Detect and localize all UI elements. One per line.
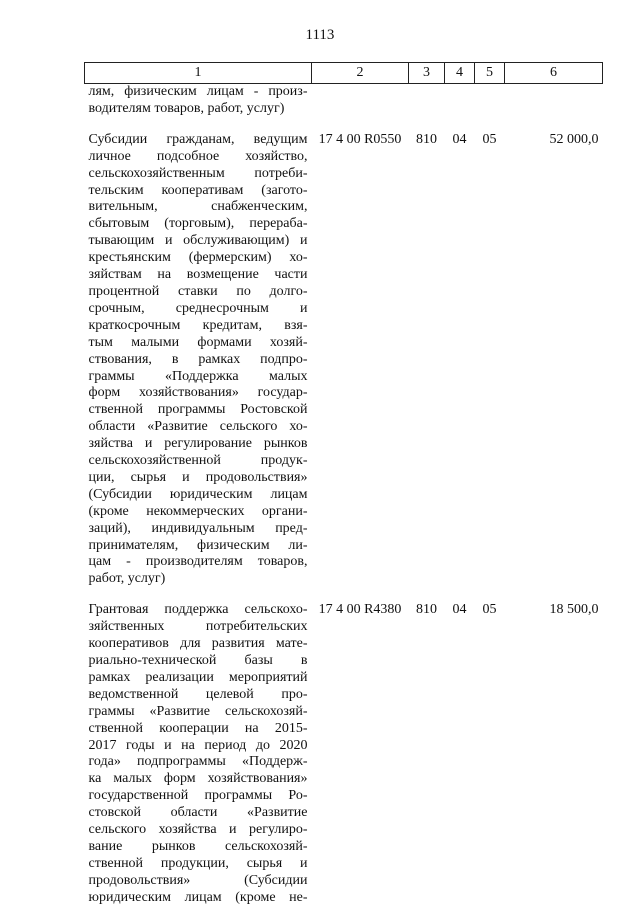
- description-line: работ, услуг): [88, 571, 166, 587]
- target-code-cell: 17 4 00 R0550: [318, 131, 402, 147]
- description-line: области «Развитие сельского хо-: [88, 419, 308, 435]
- description-line: тым малыми формами хозяй-: [88, 334, 308, 350]
- amount-cell: 52 000,0: [549, 131, 599, 147]
- description-line: сельскохозяйственной продук-: [88, 453, 308, 469]
- description-line: сельского хозяйства и регулиро-: [88, 822, 308, 838]
- table-row: [85, 598, 603, 916]
- description-line: зяйства и регулирование рынков: [88, 436, 308, 452]
- description-line: граммы «Поддержка малых: [88, 368, 308, 384]
- column-header-4: 4: [445, 63, 475, 84]
- description-line: ственной продукции, сырья и: [88, 855, 308, 871]
- description-line: ции, сырья и продовольствия»: [88, 469, 308, 485]
- description-line: юридическим лицам (кроме не-: [88, 889, 308, 905]
- description-line: цам - производителям товаров,: [88, 554, 308, 570]
- section-cell: 04: [452, 602, 467, 618]
- expense-type-cell: 810: [416, 602, 437, 618]
- row-description: [85, 128, 312, 598]
- budget-table: [84, 62, 603, 917]
- empty-cell: [312, 84, 409, 128]
- description-line: срочным, среднесрочным и: [88, 300, 308, 316]
- description-line: сельскохозяйственным потреби-: [88, 165, 308, 181]
- description-line: лям, физическим лицам - произ-: [88, 84, 308, 99]
- column-header-1: 1: [85, 63, 312, 84]
- row-description: [85, 598, 312, 916]
- empty-cell: [409, 84, 445, 128]
- description-line: рамках реализации мероприятий: [88, 669, 308, 685]
- column-header-2: 2: [312, 63, 409, 84]
- description-line: продовольствия» (Субсидии: [88, 872, 308, 888]
- description-line: форм хозяйствования» государ-: [88, 385, 308, 401]
- continuation-row: [85, 84, 603, 128]
- page-number: 1113: [305, 27, 335, 43]
- description-line: водителям товаров, работ, услуг): [88, 100, 285, 116]
- description-line: ственной кооперации на 2015-: [88, 720, 308, 736]
- description-line: ка малых форм хозяйствования»: [88, 771, 308, 787]
- description-line: риально-технической базы в: [88, 653, 308, 668]
- description-line: вание рынков сельскохозяй-: [88, 838, 308, 854]
- table-body: [85, 84, 603, 917]
- description-line: Субсидии гражданам, ведущим: [88, 131, 308, 147]
- description-line: заций), индивидуальным пред-: [88, 520, 308, 536]
- description-line: кооперативов для развития мате-: [88, 636, 308, 652]
- empty-cell: [505, 84, 603, 128]
- description-line: ведомственной целевой про-: [88, 686, 308, 702]
- header-row: [85, 63, 603, 84]
- description-line: ствования, в рамках подпро-: [88, 351, 308, 367]
- description-line: вительным, снабженческим,: [88, 199, 308, 215]
- subsection-cell: 05: [482, 131, 497, 147]
- description-line: краткосрочным кредитам, взя-: [88, 317, 308, 333]
- description-line: зяйственных потребительских: [88, 619, 308, 635]
- column-header-5: 5: [475, 63, 505, 84]
- description-line: тывающим и обслуживающим) и: [88, 233, 308, 249]
- table-row: [85, 128, 603, 598]
- description-line: года» подпрограммы «Поддерж-: [88, 754, 308, 770]
- description-line: личное подсобное хозяйство,: [88, 148, 308, 164]
- description-line: ственной программы Ростовской: [88, 402, 308, 418]
- description-line: (кроме некоммерческих органи-: [88, 503, 308, 519]
- target-code-cell: 17 4 00 R4380: [318, 602, 402, 618]
- description-line: тельским кооперативам (загото-: [88, 182, 308, 198]
- description-line: принимателям, физическим ли-: [88, 537, 308, 553]
- description-line: крестьянским (фермерским) хо-: [88, 250, 308, 266]
- description-line: сбытовым (торговым), перераба-: [88, 216, 308, 232]
- empty-cell: [475, 84, 505, 128]
- description-line: зяйствам на возмещение части: [88, 267, 308, 283]
- description-line: Грантовая поддержка сельскохо-: [88, 602, 308, 618]
- description-line: 2017 годы и на период до 2020: [88, 737, 308, 753]
- column-header-3: 3: [409, 63, 445, 84]
- description-line: процентной ставки по долго-: [88, 283, 308, 299]
- continuation-description: [85, 84, 312, 128]
- description-line: стовской области «Развитие: [88, 805, 308, 821]
- expense-type-cell: 810: [416, 131, 437, 147]
- empty-cell: [445, 84, 475, 128]
- section-cell: 04: [452, 131, 467, 147]
- subsection-cell: 05: [482, 602, 497, 618]
- table-header: [85, 63, 603, 84]
- description-line: (Субсидии юридическим лицам: [88, 486, 308, 502]
- description-line: государственной программы Ро-: [88, 788, 308, 804]
- description-line: граммы «Развитие сельскохозяй-: [88, 703, 308, 719]
- column-header-6: 6: [505, 63, 603, 84]
- amount-cell: 18 500,0: [549, 602, 599, 618]
